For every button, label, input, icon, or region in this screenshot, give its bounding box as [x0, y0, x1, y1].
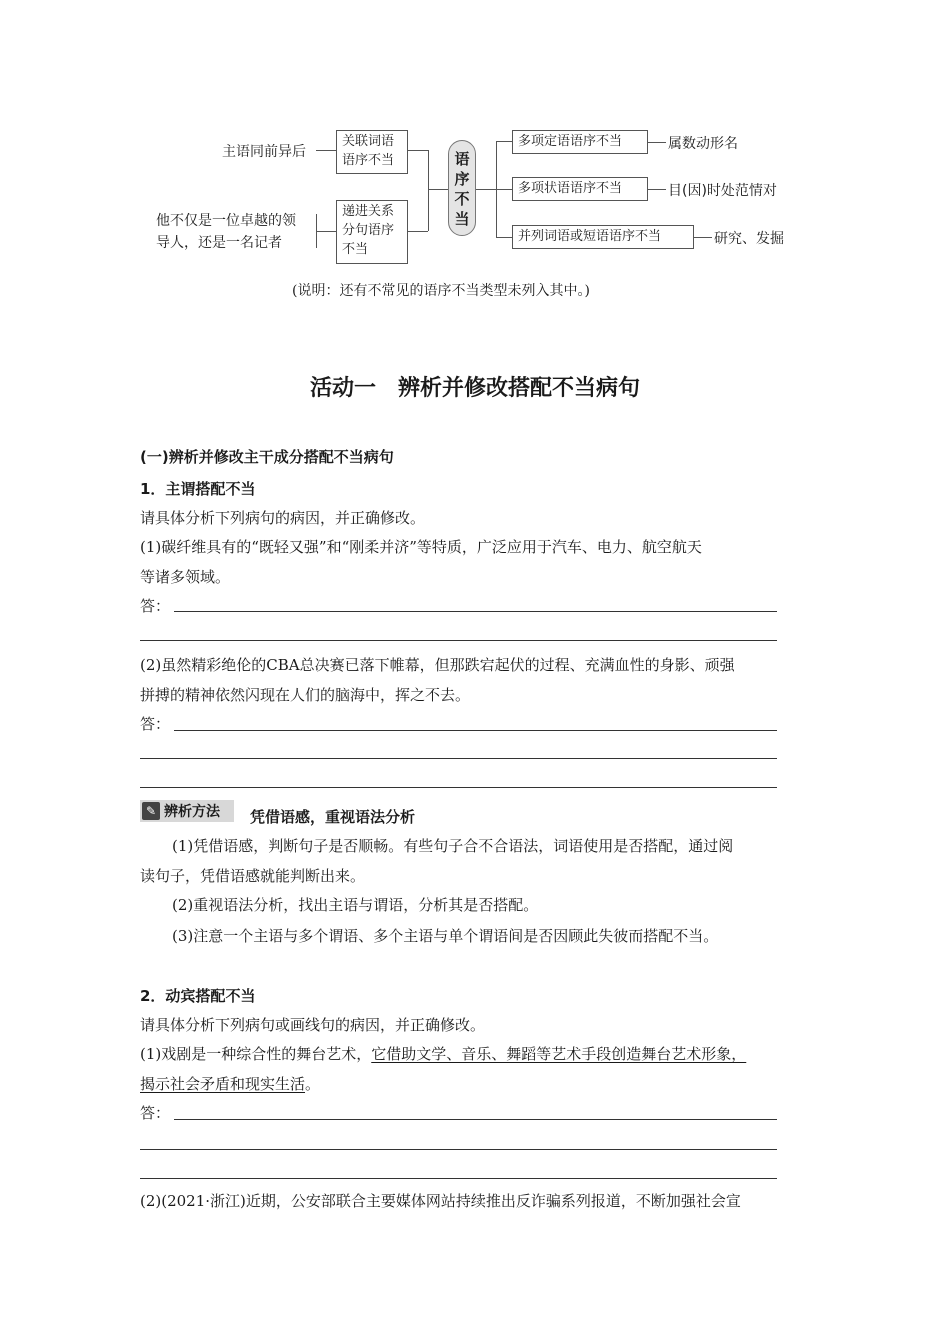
- answer-line[interactable]: [140, 1178, 777, 1179]
- box-2-line2: 分句语序: [342, 223, 395, 238]
- question-2-line1: (2)(2021·浙江)近期，公安部联合主要媒体网站持续推出反诈骗系列报道，不断加强社会宣: [140, 1192, 741, 1210]
- answer-label: 答：: [140, 715, 171, 733]
- answer-line[interactable]: [174, 730, 777, 731]
- question-1-line1: (1)碳纤维具有的“既轻又强”和“刚柔并济”等特质，广泛应用于汽车、电力、航空航天: [140, 538, 702, 556]
- answer-line[interactable]: [174, 1119, 777, 1120]
- box-1-line2: 语序不当: [342, 153, 395, 168]
- note-parallel: 研究、发掘: [714, 231, 784, 247]
- answer-line[interactable]: [174, 611, 777, 612]
- underlined-sentence: 它借助文学、音乐、舞蹈等艺术手段创造舞台艺术形象，: [371, 1045, 747, 1063]
- center-label: 语 序 不 当: [448, 140, 476, 236]
- question-1-line2: 等诸多领域。: [140, 568, 231, 586]
- activity-title: 活动一 辨析并修改搭配不当病句: [309, 376, 640, 401]
- box-parallel-order: 并列词语或短语语序不当: [512, 225, 694, 249]
- question-1-line1: (1)戏剧是一种综合性的舞台艺术，它借助文学、音乐、舞蹈等艺术手段创造舞台艺术形象，: [140, 1045, 747, 1063]
- method-paragraph-2: (2)重视语法分析，找出主语与谓语，分析其是否搭配。: [172, 896, 539, 914]
- subheading-subject-predicate: 1．主谓搭配不当: [140, 480, 256, 498]
- question-2-line2: 拼搏的精神依然闪现在人们的脑海中，挥之不去。: [140, 686, 471, 704]
- answer-line[interactable]: [140, 1149, 777, 1150]
- method-badge-label: 辨析方法: [164, 804, 220, 820]
- box-attributive-order: 多项定语语序不当: [512, 130, 648, 154]
- method-paragraph-1-line2: 读句子，凭借语感就能判断出来。: [140, 867, 366, 885]
- underlined-sentence: 揭示社会矛盾和现实生活: [140, 1075, 306, 1093]
- instruction: 请具体分析下列病句的病因，并正确修改。: [140, 509, 426, 527]
- instruction: 请具体分析下列病句或画线句的病因，并正确修改。: [140, 1016, 486, 1034]
- note-attributive: 属数动形名: [668, 136, 738, 152]
- diagram-caption: (说明：还有不常见的语序不当类型未列入其中。): [292, 283, 590, 299]
- method-paragraph-3: (3)注意一个主语与多个谓语、多个主语与单个谓语间是否因顾此失彼而搭配不当。: [172, 927, 719, 945]
- box-conjunction-order: [336, 130, 408, 174]
- connector: [316, 231, 336, 232]
- question-2-line1: (2)虽然精彩绝伦的CBA总决赛已落下帷幕，但那跌宕起伏的过程、充满血性的身影、顽强: [140, 656, 735, 674]
- left-example-2-line2: 导人，还是一名记者: [156, 235, 282, 251]
- answer-line[interactable]: [140, 640, 777, 641]
- section-heading: (一)辨析并修改主干成分搭配不当病句: [140, 448, 394, 466]
- method-paragraph-1-line1: (1)凭借语感，判断句子是否顺畅。有些句子合不合语法，词语使用是否搭配，通过阅: [172, 837, 734, 855]
- box-2-line3: 不当: [342, 242, 369, 257]
- pencil-icon: ✎: [142, 802, 160, 820]
- box-progressive-order: [336, 200, 408, 264]
- box-adverbial-order: 多项状语语序不当: [512, 177, 648, 201]
- subheading-verb-object: 2．动宾搭配不当: [140, 987, 256, 1005]
- left-example-1: 主语同前异后: [222, 144, 306, 160]
- method-badge: [140, 800, 234, 822]
- box-1-line1: 关联词语: [342, 134, 395, 149]
- answer-line[interactable]: [140, 758, 777, 759]
- question-1-line2: 揭示社会矛盾和现实生活。: [140, 1075, 321, 1093]
- answer-label: 答：: [140, 597, 171, 615]
- answer-line[interactable]: [140, 787, 777, 788]
- connector: [316, 150, 336, 151]
- box-2-line1: 递进关系: [342, 204, 395, 219]
- note-adverbial: 目(因)时处范情对: [668, 183, 777, 199]
- left-example-2-line1: 他不仅是一位卓越的领: [156, 213, 296, 229]
- answer-label: 答：: [140, 1104, 171, 1122]
- method-title: 凭借语感，重视语法分析: [250, 808, 416, 826]
